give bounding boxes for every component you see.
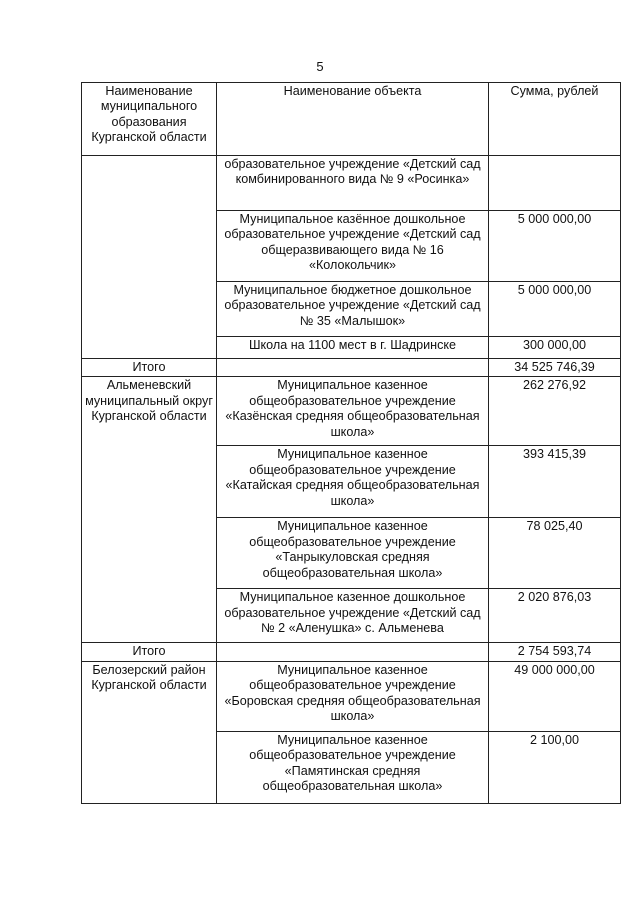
total-row — [82, 359, 621, 377]
page-number: 5 — [316, 59, 324, 74]
sum-cell: 2 020 876,03 — [489, 589, 621, 643]
table-row — [82, 156, 621, 211]
header-object: Наименование объекта — [217, 83, 489, 156]
total-label: Итого — [82, 643, 217, 661]
sum-cell: 2 100,00 — [489, 731, 621, 803]
object-cell: Муниципальное казенное общеобразовательное учреждение «Танрыкуловская средняя общеобразовательная школа» — [217, 518, 489, 589]
table-header-row — [82, 83, 621, 156]
header-sum: Сумма, рублей — [489, 83, 621, 156]
object-cell: Муниципальное казенное общеобразовательное учреждение «Памятинская средняя общеобразовательная школа» — [217, 731, 489, 803]
table-row — [82, 661, 621, 731]
header-municipality: Наименование муниципального образования Курганской области — [82, 83, 217, 156]
object-cell: Школа на 1100 мест в г. Шадринске — [217, 337, 489, 359]
sum-cell: 300 000,00 — [489, 337, 621, 359]
total-empty-cell — [217, 643, 489, 661]
municipality-cell: Белозерский район Курганской области — [82, 661, 217, 803]
sum-cell: 5 000 000,00 — [489, 282, 621, 337]
object-cell: Муниципальное казенное общеобразовательное учреждение «Казёнская средняя общеобразовательная школа» — [217, 377, 489, 446]
funding-table — [81, 82, 621, 804]
object-cell: Муниципальное казенное общеобразовательное учреждение «Боровская средняя общеобразовательная школа» — [217, 661, 489, 731]
sum-cell: 78 025,40 — [489, 518, 621, 589]
total-sum: 34 525 746,39 — [489, 359, 621, 377]
total-empty-cell — [217, 359, 489, 377]
total-row — [82, 643, 621, 661]
total-label: Итого — [82, 359, 217, 377]
sum-cell: 262 276,92 — [489, 377, 621, 446]
municipality-cell — [82, 156, 217, 359]
object-cell: Муниципальное казенное общеобразовательное учреждение «Катайская средняя общеобразовательная школа» — [217, 446, 489, 518]
sum-cell: 393 415,39 — [489, 446, 621, 518]
object-cell: Муниципальное бюджетное дошкольное образовательное учреждение «Детский сад № 35 «Малышок» — [217, 282, 489, 337]
sum-cell: 5 000 000,00 — [489, 211, 621, 282]
object-cell: Муниципальное казённое дошкольное образовательное учреждение «Детский сад общеразвивающего вида № 16 «Колокольчик» — [217, 211, 489, 282]
municipality-cell: Альменевский муниципальный округ Курганской области — [82, 377, 217, 643]
sum-cell: 49 000 000,00 — [489, 661, 621, 731]
object-cell: образовательное учреждение «Детский сад комбинированного вида № 9 «Росинка» — [217, 156, 489, 211]
object-cell: Муниципальное казенное дошкольное образовательное учреждение «Детский сад № 2 «Аленушка» с. Альменева — [217, 589, 489, 643]
table-row — [82, 377, 621, 446]
sum-cell — [489, 156, 621, 211]
total-sum: 2 754 593,74 — [489, 643, 621, 661]
